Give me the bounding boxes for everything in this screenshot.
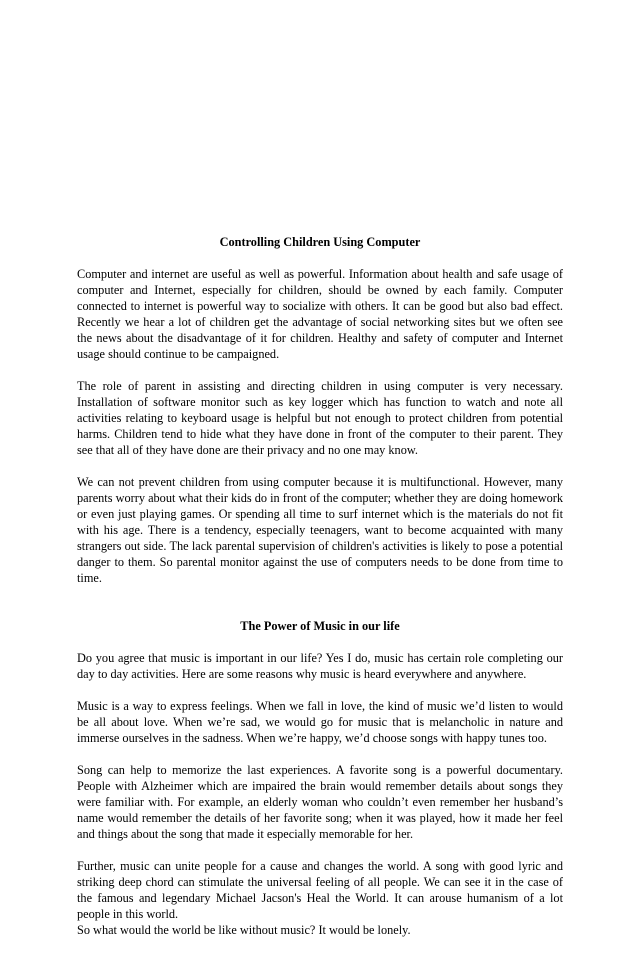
section-title-power-of-music: The Power of Music in our life: [240, 619, 400, 633]
paragraph: Further, music can unite people for a cause and changes the world. A song with good lyric and striking deep chord can stimulate the universal feeling of all people. We can see it in the case of the famous and legendary Michael Jacson's Heal the World. It can arouse humanism of a lot people in this world.: [77, 859, 563, 921]
paragraph: So what would the world be like without music? It would be lonely.: [77, 923, 411, 937]
paragraph: Do you agree that music is important in our life? Yes I do, music has certain role completing our day to day activities. Here are some reasons why music is heard everywhere and anywhere.: [77, 651, 563, 681]
section-spacer: [77, 602, 563, 618]
paragraph: Computer and internet are useful as well as powerful. Information about health and safe usage of computer and Internet, especially for children, should be owned by each family. Computer connected to internet is powerful way to socialize with others. It can be good but also bad effect. Recently we hear a lot of children get the advantage of social networking sites but we often see the news about the disadvantage of it for children. Healthy and safety of computer and Internet usage should continue to be campaigned.: [77, 267, 563, 361]
document-page: [77, 234, 563, 938]
paragraph: The role of parent in assisting and directing children in using computer is very necessary. Installation of software monitor such as key logger which has function to watch and note all activities relating to keyboard usage is helpful but not enough to protect children from potential harms. Children tend to hide what they have done in front of the computer to their parent. They see that all of they have done are their privacy and no one may know.: [77, 379, 563, 457]
paragraph: Song can help to memorize the last experiences. A favorite song is a powerful documentary. People with Alzheimer which are impaired the brain would remember details about songs they were familiar with. For example, an elderly woman who couldn’t even remember her husband’s name would remember the details of her favorite song; when it was played, how it made her feel and things about the song that made it especially memorable for her.: [77, 763, 563, 841]
paragraph: Music is a way to express feelings. When we fall in love, the kind of music we’d listen to would be all about love. When we’re sad, we would go for music that is melancholic in nature and immerse ourselves in the sadness. When we’re happy, we’d choose songs with happy tunes too.: [77, 699, 563, 745]
section-title-controlling-children: Controlling Children Using Computer: [219, 235, 421, 249]
paragraph: We can not prevent children from using computer because it is multifunctional. However, many parents worry about what their kids do in front of the computer; whether they are doing homework or even just playing games. Or spending all time to surf internet which is the materials do not fit with his age. There is a tendency, especially teenagers, want to become acquainted with many strangers out side. The lack parental supervision of children's activities is likely to pose a potential danger to them. So parental monitor against the use of computers needs to be done from time to time.: [77, 475, 563, 585]
